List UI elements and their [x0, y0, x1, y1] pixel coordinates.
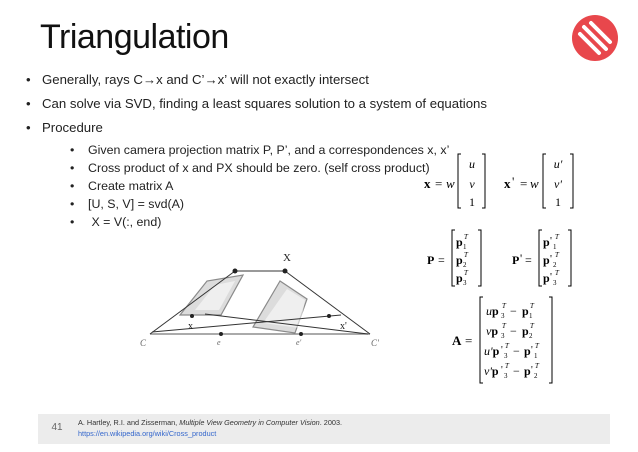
- svg-text:v: v: [469, 177, 475, 191]
- svg-text:−: −: [510, 324, 517, 338]
- svg-text:3: 3: [553, 279, 557, 287]
- svg-text:=: =: [465, 333, 473, 348]
- svg-text:w: w: [446, 176, 455, 191]
- svg-text:': ': [531, 365, 533, 376]
- point-label-X: X: [283, 252, 291, 264]
- page-number: 41: [51, 422, 63, 433]
- svg-text:p: p: [524, 364, 531, 378]
- svg-text:up: up: [486, 304, 499, 318]
- svg-text:': ': [550, 235, 552, 247]
- svg-text:1: 1: [529, 312, 533, 320]
- svg-text:': ': [512, 174, 515, 189]
- epipolar-diagram: [135, 245, 385, 355]
- bullet-item: • Can solve via SVD, finding a least squares solution to a system of equations: [26, 96, 487, 111]
- svg-text:T: T: [505, 362, 509, 370]
- svg-text:−: −: [513, 364, 520, 378]
- svg-text:1: 1: [463, 243, 467, 251]
- svg-text:2: 2: [534, 372, 538, 380]
- bullet-item: • Generally, rays C→x and C’→x’ will not exactly intersect: [26, 72, 369, 87]
- svg-text:': ': [520, 251, 523, 265]
- svg-text:p: p: [522, 324, 529, 338]
- svg-text:': ': [550, 253, 552, 265]
- left-epipole-label: e: [217, 338, 221, 347]
- svg-text:p: p: [543, 235, 550, 249]
- reference-citation: A. Hartley, R.I. and Zisserman, Multiple View Geometry in Computer Vision. 2003.: [78, 418, 343, 427]
- svg-text:3: 3: [504, 352, 508, 360]
- svg-text:T: T: [464, 269, 468, 277]
- svg-text:=: =: [435, 176, 443, 191]
- svg-text:2: 2: [463, 261, 467, 269]
- svg-text:': ': [501, 345, 503, 356]
- svg-text:T: T: [555, 251, 559, 259]
- equation-x: [420, 148, 490, 212]
- left-center-label: C: [140, 338, 147, 348]
- svg-text:3: 3: [501, 312, 505, 320]
- svg-text:2: 2: [553, 261, 557, 269]
- svg-text:T: T: [555, 233, 559, 241]
- svg-text:T: T: [555, 269, 559, 277]
- equation-A: [450, 293, 560, 387]
- svg-text:p: p: [456, 271, 463, 285]
- svg-text:': ': [501, 365, 503, 376]
- svg-text:1: 1: [534, 352, 538, 360]
- svg-text:T: T: [535, 342, 539, 350]
- svg-text:3: 3: [501, 332, 505, 340]
- references: [78, 417, 342, 439]
- svg-text:1: 1: [555, 195, 561, 209]
- svg-text:T: T: [530, 302, 534, 310]
- right-epipole-label: e': [296, 338, 302, 347]
- svg-text:x: x: [424, 176, 431, 191]
- svg-text:=: =: [525, 253, 532, 267]
- slide-title: Triangulation: [40, 18, 229, 56]
- reference-link[interactable]: https://en.wikipedia.org/wiki/Cross_product: [78, 429, 217, 438]
- svg-text:T: T: [530, 322, 534, 330]
- sub-bullet-item: • Given camera projection matrix P, P’, and a correspondences x, x’: [70, 143, 450, 157]
- svg-text:−: −: [513, 344, 520, 358]
- svg-text:p: p: [456, 253, 463, 267]
- sub-bullet-item: • [U, S, V] = svd(A): [70, 197, 185, 211]
- svg-text:3: 3: [504, 372, 508, 380]
- svg-text:P: P: [427, 253, 435, 267]
- svg-text:1: 1: [553, 243, 557, 251]
- svg-text:2: 2: [529, 332, 533, 340]
- svg-text:u: u: [469, 157, 475, 171]
- right-center-label: C': [371, 338, 379, 348]
- svg-text:v'p: v'p: [484, 364, 499, 378]
- svg-text:3: 3: [463, 279, 467, 287]
- svg-text:T: T: [502, 322, 506, 330]
- svg-text:p: p: [522, 304, 529, 318]
- left-image-point-label: x: [188, 321, 193, 332]
- svg-text:': ': [531, 345, 533, 356]
- svg-text:T: T: [464, 251, 468, 259]
- svg-text:−: −: [510, 304, 517, 318]
- svg-text:': ': [550, 271, 552, 283]
- svg-text:A: A: [452, 333, 462, 348]
- equation-P: [425, 226, 495, 290]
- svg-text:=: =: [438, 253, 445, 267]
- svg-text:v': v': [554, 177, 562, 191]
- right-image-point-label: x': [340, 321, 347, 332]
- sub-bullet-item: • Cross product of x and PX should be zero. (self cross product): [70, 161, 430, 175]
- footer-bar: [38, 414, 610, 444]
- world-point: [283, 269, 288, 274]
- svg-text:u'p: u'p: [484, 344, 500, 358]
- world-point: [233, 269, 238, 274]
- svg-text:1: 1: [469, 195, 475, 209]
- svg-text:=: =: [520, 176, 528, 191]
- bullet-item: • Procedure: [26, 120, 103, 135]
- svg-text:x: x: [504, 176, 511, 191]
- svg-text:p: p: [543, 271, 550, 285]
- svg-text:T: T: [464, 233, 468, 241]
- svg-text:vp: vp: [486, 324, 499, 338]
- svg-text:P: P: [512, 253, 520, 267]
- sub-bullet-item: • X = V(:, end): [70, 215, 162, 229]
- svg-text:p: p: [524, 344, 531, 358]
- equation-P-prime: [510, 226, 585, 290]
- svg-text:T: T: [505, 342, 509, 350]
- logo-icon: [571, 14, 619, 62]
- svg-text:p: p: [543, 253, 550, 267]
- equation-x-prime: [500, 148, 580, 212]
- svg-text:T: T: [535, 362, 539, 370]
- sub-bullet-item: • Create matrix A: [70, 179, 174, 193]
- svg-text:p: p: [456, 235, 463, 249]
- svg-text:u': u': [553, 157, 563, 171]
- svg-text:w: w: [530, 176, 539, 191]
- svg-text:T: T: [502, 302, 506, 310]
